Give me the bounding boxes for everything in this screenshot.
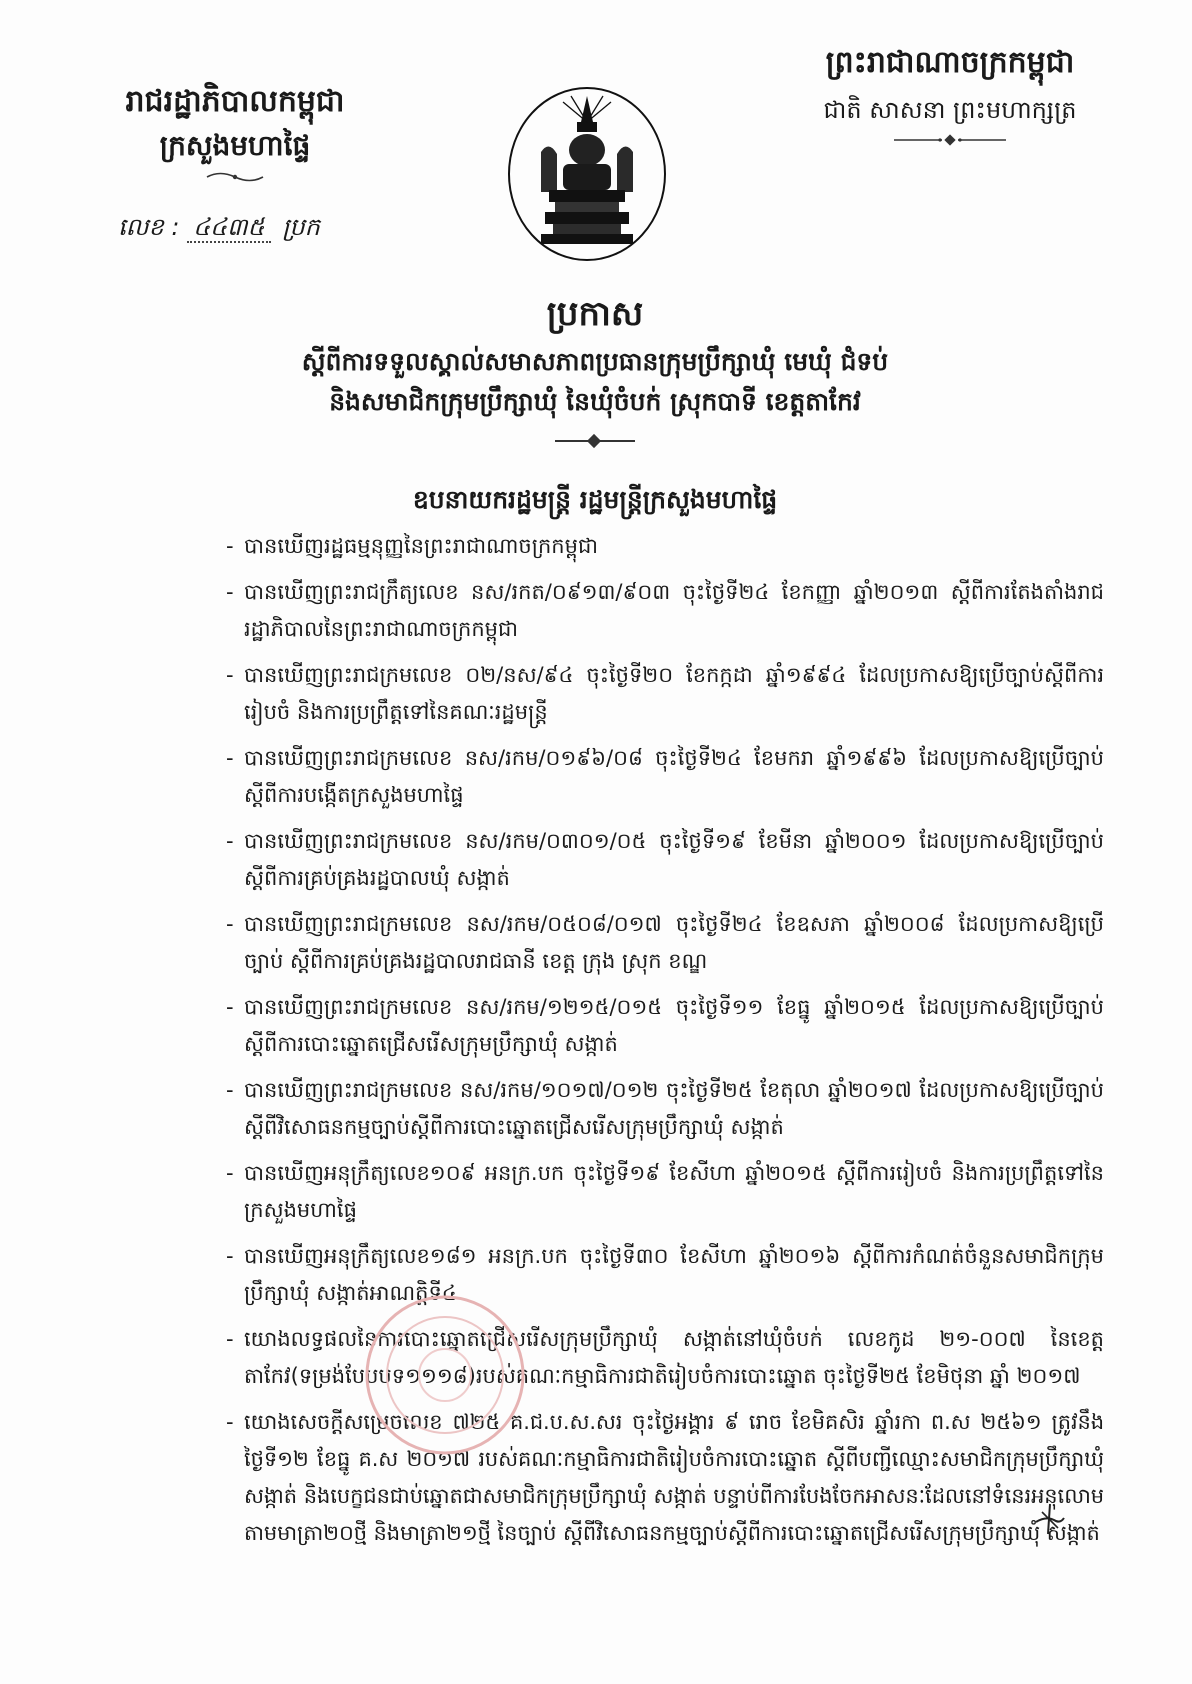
list-dash: - xyxy=(226,1410,234,1434)
proclamation-title-block xyxy=(160,290,1030,442)
document-subject-line-2: និងសមាជិកក្រុមប្រឹក្សាឃុំ នៃឃុំចំបក់ ស្រុកបាទី ខេត្តតាកែវ xyxy=(329,387,861,416)
document-subject-line-1: ស្តីពីការទទួលស្គាល់សមាសភាពប្រធានក្រុមប្រឹក្សាឃុំ មេឃុំ ជំទប់ xyxy=(301,347,889,376)
royal-emblem-icon xyxy=(497,82,677,262)
list-item xyxy=(226,989,1104,1063)
list-item xyxy=(226,906,1104,980)
list-dash: - xyxy=(226,995,234,1019)
issuing-authority-block xyxy=(70,82,400,188)
ministry-name: ក្រសួងមហាផ្ទៃ xyxy=(159,129,311,162)
divider-ornament-icon xyxy=(890,134,1010,146)
list-item xyxy=(226,1072,1104,1146)
initial-signature-icon xyxy=(1030,1498,1070,1538)
list-item-text: យោងសេចក្តីសម្រេចលេខ ៧២៥ គ.ជ.ប.ស.សរ ចុះថ្ងៃអង្គារ ៩ រោច ខែមិគសិរ ឆ្នាំរកា ព.ស ២៥៦១ ត្រូវនឹងថ្ងៃទី១២ ខែធ្នូ គ.ស ២០១៧ របស់គណៈកម្មាធិការជាតិរៀបចំការបោះឆ្នោត ស្តីពីបញ្ជីឈ្មោះសមាជិកក្រុមប្រឹក្សាឃុំ សង្កាត់ និងបេក្ខជនជាប់ឆ្នោតជាសមាជិកក្រុមប្រឹក្សាឃុំ សង្កាត់ បន្ទាប់ពីការបែងចែកអាសនៈដែលនៅទំនេរអនុលោមតាមមាត្រា២០ថ្មី និងមាត្រា២១ថ្មី នៃច្បាប់ ស្តីពីវិសោធនកម្មច្បាប់ស្តីពីការបោះឆ្នោតជ្រើសរើសក្រុមប្រឹក្សាឃុំ សង្កាត់ xyxy=(244,1410,1104,1545)
list-item-text: បានឃើញព្រះរាជក្រមលេខ ០២/នស/៩៤ ចុះថ្ងៃទី២០ ខែកក្កដា ឆ្នាំ១៩៩៤ ដែលប្រកាសឱ្យប្រើច្បាប់ស្តីពីការរៀបចំ និងការប្រព្រឹត្តទៅនៃគណៈរដ្ឋមន្ត្រី xyxy=(244,663,1104,724)
list-dash: - xyxy=(226,1327,234,1351)
list-dash: - xyxy=(226,829,234,853)
kingdom-name: ព្រះរាជាណាចក្រកម្ពុជា xyxy=(825,45,1075,80)
national-motto: ជាតិ សាសនា ព្រះមហាក្សត្រ xyxy=(823,96,1077,124)
motto-divider-icon xyxy=(780,134,1120,149)
list-item-text: បានឃើញព្រះរាជក្រមលេខ នស/រកម/០៥០៨/០១៧ ចុះថ្ងៃទី២៤ ខែឧសភា ឆ្នាំ២០០៨ ដែលប្រកាសឱ្យប្រើច្បាប់ ស្តីពីការគ្រប់គ្រងរដ្ឋបាលរាជធានី ខេត្ត ក្រុង ស្រុក ខណ្ឌ xyxy=(244,912,1104,973)
list-dash: - xyxy=(226,534,234,558)
ornament-divider-icon xyxy=(70,170,400,188)
document-number-value: ៤៤៣៥ xyxy=(187,213,270,243)
document-title: ប្រកាស xyxy=(546,294,644,334)
list-item xyxy=(226,1155,1104,1229)
list-item-text: បានឃើញព្រះរាជក្រមលេខ នស/រកម/១២១៥/០១៥ ចុះថ្ងៃទី១១ ខែធ្នូ ឆ្នាំ២០១៥ ដែលប្រកាសឱ្យប្រើច្បាប់ ស្តីពីការបោះឆ្នោតជ្រើសរើសក្រុមប្រឹក្សាឃុំ សង្កាត់ xyxy=(244,995,1104,1056)
list-dash: - xyxy=(226,1078,234,1102)
list-item-text: យោងលទ្ធផលនៃការបោះឆ្នោតជ្រើសរើសក្រុមប្រឹក្សាឃុំ សង្កាត់នៅឃុំចំបក់ លេខកូដ ២១-០០៧ នៃខេត្តតាកែវ(ទម្រង់បែបបទ១១១៨)របស់គណៈកម្មាធិការជាតិរៀបចំការបោះឆ្នោត ចុះថ្ងៃទី២៥ ខែមិថុនា ឆ្នាំ ២០១៧ xyxy=(244,1327,1104,1388)
list-item-text: បានឃើញរដ្ឋធម្មនុញ្ញនៃព្រះរាជាណាចក្រកម្ពុជា xyxy=(244,534,598,558)
list-item xyxy=(226,528,1104,565)
title-divider xyxy=(555,440,635,442)
list-dash: - xyxy=(226,1244,234,1268)
list-dash: - xyxy=(226,912,234,936)
kingdom-header-block xyxy=(780,40,1120,149)
list-item-text: បានឃើញព្រះរាជក្រមលេខ នស/រកម/១០១៧/០១២ ចុះថ្ងៃទី២៥ ខែតុលា ឆ្នាំ២០១៧ ដែលប្រកាសឱ្យប្រើច្បាប់ ស្តីពីវិសោធនកម្មច្បាប់ស្តីពីការបោះឆ្នោតជ្រើសរើសក្រុមប្រឹក្សាឃុំ សង្កាត់ xyxy=(244,1078,1104,1139)
list-dash: - xyxy=(226,580,234,604)
list-dash: - xyxy=(226,1161,234,1185)
list-item-text: បានឃើញព្រះរាជក្រឹត្យលេខ នស/រកត/០៩១៣/៩០៣ ចុះថ្ងៃទី២៤ ខែកញ្ញា ឆ្នាំ២០១៣ ស្តីពីការតែងតាំងរាជរដ្ឋាភិបាលនៃព្រះរាជាណាចក្រកម្ពុជា xyxy=(244,580,1104,641)
document-number-label: លេខ : xyxy=(118,213,180,241)
list-item xyxy=(226,823,1104,897)
issuer-title: ឧបនាយករដ្ឋមន្ត្រី រដ្ឋមន្ត្រីក្រសួងមហាផ្ទៃ xyxy=(412,485,778,514)
list-item-text: បានឃើញអនុក្រឹត្យលេខ១៨១ អនក្រ.បក ចុះថ្ងៃទី៣០ ខែសីហា ឆ្នាំ២០១៦ ស្តីពីការកំណត់ចំនួនសមាជិកក្រុមប្រឹក្សាឃុំ សង្កាត់អាណត្តិទី៤ xyxy=(244,1244,1104,1305)
list-item-text: បានឃើញព្រះរាជក្រមលេខ នស/រកម/០៣០១/០៥ ចុះថ្ងៃទី១៩ ខែមីនា ឆ្នាំ២០០១ ដែលប្រកាសឱ្យប្រើច្បាប់ ស្តីពីការគ្រប់គ្រងរដ្ឋបាលឃុំ សង្កាត់ xyxy=(244,829,1104,890)
list-item-text: បានឃើញព្រះរាជក្រមលេខ នស/រកម/០១៩៦/០៨ ចុះថ្ងៃទី២៤ ខែមករា ឆ្នាំ១៩៩៦ ដែលប្រកាសឱ្យប្រើច្បាប់ ស្តីពីការបង្កើតក្រសួងមហាផ្ទៃ xyxy=(244,746,1104,807)
list-item xyxy=(226,740,1104,814)
official-seal-stamp-icon xyxy=(360,1290,530,1460)
list-item xyxy=(226,574,1104,648)
list-dash: - xyxy=(226,663,234,687)
document-number-suffix: ប្រក xyxy=(282,213,320,241)
list-dash: - xyxy=(226,746,234,770)
list-item xyxy=(226,657,1104,731)
document-number xyxy=(118,212,320,247)
government-name: រាជរដ្ឋាភិបាលកម្ពុជា xyxy=(125,84,345,119)
flourish-icon xyxy=(205,170,265,184)
list-item-text: បានឃើញអនុក្រឹត្យលេខ១០៩ អនក្រ.បក ចុះថ្ងៃទី១៩ ខែសីហា ឆ្នាំ២០១៥ ស្តីពីការរៀបចំ និងការប្រព្រឹត្តទៅនៃក្រសួងមហាផ្ទៃ xyxy=(244,1161,1104,1222)
